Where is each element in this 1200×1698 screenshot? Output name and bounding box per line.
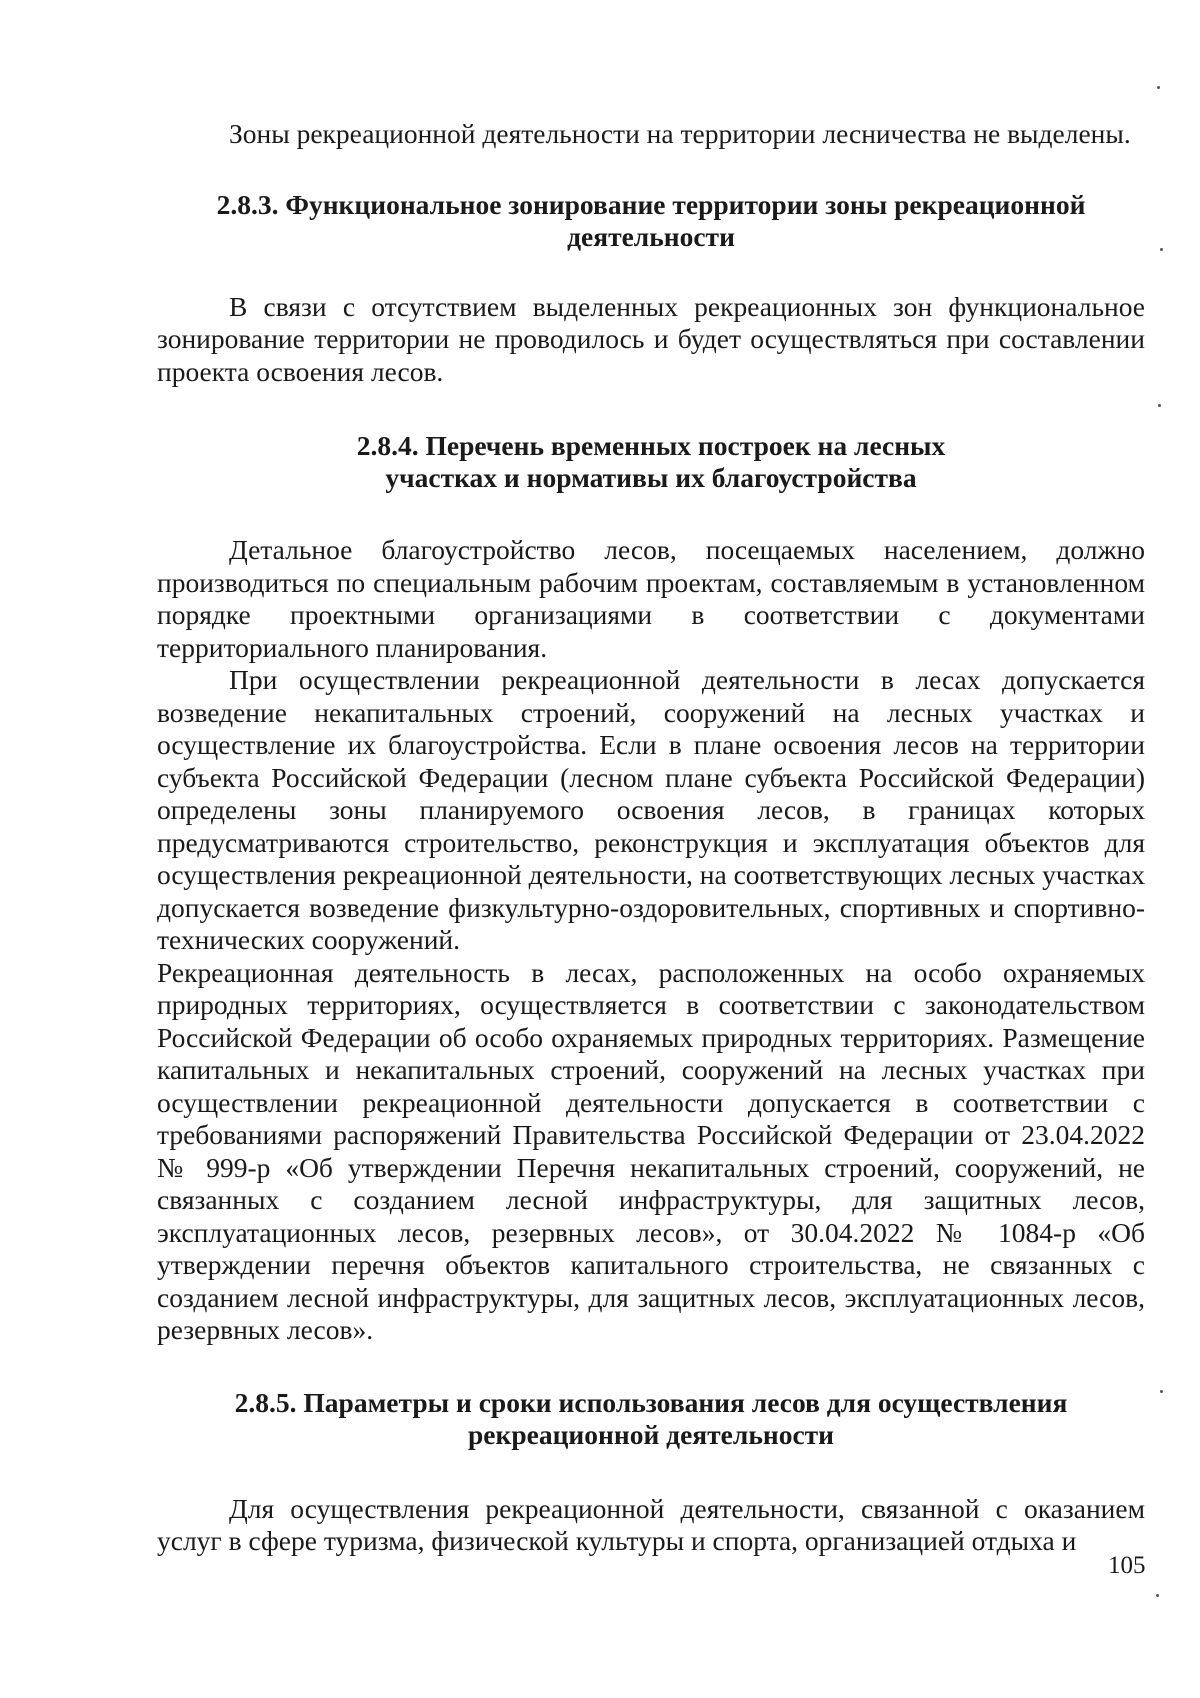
paragraph-recreation-zones: Зоны рекреационной деятельности на территории лесничества не выделены.: [229, 118, 1131, 149]
paragraph-landscaping: Детальное благоустройство лесов, посещаемых населением, должно производиться по специальным рабочим проектам, составляемым в установленном порядке проектными организациями в соответствии с документами территориального планирования.: [157, 534, 1145, 663]
heading-2-8-3: 2.8.3. Функциональное зонирование территории зоны рекреационной деятельности: [216, 188, 1086, 252]
scan-speck: [1158, 404, 1161, 407]
scan-speck: [1160, 1390, 1163, 1393]
paragraph-zoning: В связи с отсутствием выделенных рекреационных зон функциональное зонирование территории не проводилось и будет осуществляться при составлении проекта освоения лесов.: [157, 290, 1145, 387]
heading-2-8-5: 2.8.5. Параметры и сроки использования лесов для осуществления рекреационной деятельности: [234, 1386, 1068, 1450]
paragraph-temporary-structures: При осуществлении рекреационной деятельности в лесах допускается возведение некапитальных строений, сооружений на лесных участках и осуществление их благоустройства. Если в плане освоения лесов на территории субъекта Российской Федерации (лесном плане субъекта Российской Федерации) определены зоны планируемого освоения лесов, в границах которых предусматриваются строительство, реконструкция и эксплуатация объектов для осуществления рекреационной деятельности, на соответствующих лесных участках допускается возведение физкультурно-оздоровительных, спортивных и спортивно-технических сооружений.: [157, 664, 1145, 955]
page-number: 105: [1108, 1552, 1146, 1579]
heading-2-8-4: 2.8.4. Перечень временных построек на лесных участках и нормативы их благоустройства: [356, 430, 946, 493]
scan-speck: [1156, 1594, 1159, 1597]
paragraph-usage-parameters: Для осуществления рекреационной деятельности, связанной с оказанием услуг в сфере туризма, физической культуры и спорта, организацией отдыха и: [157, 1492, 1145, 1556]
scan-speck: [1160, 248, 1163, 251]
paragraph-protected-areas: Рекреационная деятельность в лесах, расположенных на особо охраняемых природных территориях, осуществляется в соответствии с законодательством Российской Федерации об особо охраняемых природных территориях. Размещение капитальных и некапитальных строений, сооружений на лесных участках при осуществлении рекреационной деятельности допускается в соответствии с требованиями распоряжений Правительства Российской Федерации от 23.04.2022 № 999-р «Об утверждении Перечня некапитальных строений, сооружений, не связанных с созданием лесной инфраструктуры, для защитных лесов, эксплуатационных лесов, резервных лесов», от 30.04.2022 № 1084-р «Об утверждении перечня объектов капитального строительства, не связанных с созданием лесной инфраструктуры, для защитных лесов, эксплуатационных лесов, резервных лесов».: [157, 956, 1145, 1345]
document-page: [157, 118, 1145, 1558]
scan-speck: [1157, 86, 1160, 89]
